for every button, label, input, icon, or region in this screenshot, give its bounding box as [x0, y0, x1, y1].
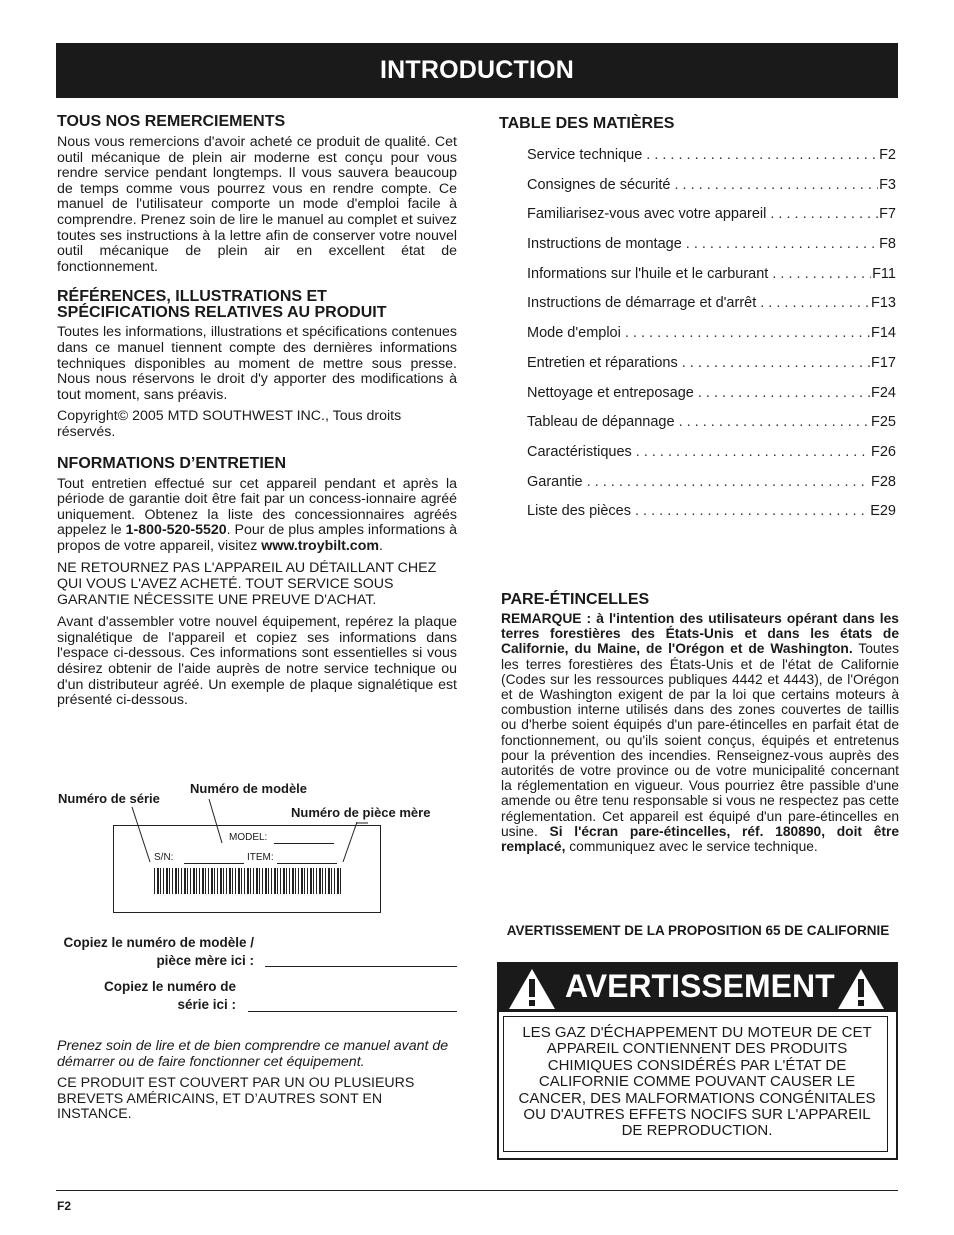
service-phone: 1-800-520-5520 — [125, 522, 227, 539]
warning-triangle-icon — [507, 967, 557, 1011]
toc-leader-dots — [679, 414, 870, 430]
toc-entry-title: Informations sur l'huile et le carburant — [527, 265, 769, 282]
toc-entry-title: Tableau de dépannage — [527, 414, 675, 431]
parent-part-number-label: Numéro de pièce mère — [291, 805, 431, 820]
toc-entry-title: Liste des pièces — [527, 503, 631, 520]
model-number-label: Numéro de modèle — [190, 781, 308, 796]
toc-leader-dots — [636, 444, 870, 460]
toc-entry-title: Caractéristiques — [527, 443, 632, 460]
toc-leader-dots — [772, 266, 871, 282]
spark-note-bold: REMARQUE : à l'intention des utilisateurs opérant dans les terres forestières des États-Unis et dans les états de Californie, du Maine, de l'Orégon et de Washington. — [501, 611, 899, 657]
toc-entry-page: F13 — [871, 295, 896, 312]
toc-heading: TABLE DES MATIÈRES — [499, 115, 675, 132]
toc-entry-title: Instructions de montage — [527, 236, 682, 253]
toc-entry[interactable] — [527, 503, 896, 533]
plate-model-field: MODEL: — [229, 832, 268, 843]
toc-entry-title: Entretien et réparations — [527, 354, 678, 371]
toc-entry-page: F25 — [871, 414, 896, 431]
toc-entry-page: F14 — [871, 325, 896, 342]
prop65-heading: AVERTISSEMENT DE LA PROPOSITION 65 DE CALIFORNIE — [506, 923, 890, 938]
toc-leader-dots — [682, 355, 870, 371]
model-number-write-line[interactable] — [265, 966, 457, 967]
plate-model-line — [274, 843, 334, 844]
serial-number-label: Numéro de série — [58, 791, 160, 806]
serial-number-write-line[interactable] — [248, 1011, 457, 1012]
references-heading: RÉFÉRENCES, ILLUSTRATIONS ET SPÉCIFICATIONS RELATIVES AU PRODUIT — [57, 288, 387, 322]
toc-entry-page: F28 — [871, 473, 896, 490]
toc-entry[interactable] — [527, 355, 896, 385]
toc-entry-title: Nettoyage et entreposage — [527, 384, 694, 401]
spark-note-body: Toutes les terres forestières des États-Unis et de l'état de Californie (Codes sur les ressources publiques 4442 et 4443), de l'Orégon et de Washington exigent de par la loi que certains moteurs à combustion interne utilisés dans des zones couvertes de taillis ou d'herbe soient équipés d'un pare-étincelles en parfait état de fonctionnement, ou qu'ils soient conçus, équipés et entretenus pour la prévention des incendies. Renseignez-vous auprès des autorités de votre province ou de votre municipalité concernant la réglementation en vigueur. Vous pourriez être passible d'une amende ou être tenu responsable si vous ne respectez pas cette réglementation. Cet appareil est équipé d'un pare-étincelles en usine. — [501, 641, 900, 839]
toc-entry-page: F26 — [871, 443, 896, 460]
serial-plate-illustration — [113, 825, 381, 913]
warning-body-frame — [503, 1016, 888, 1152]
toc-entry-page: F2 — [879, 147, 896, 163]
service-text-b: . Pour de plus amples informations à propos de votre appareil, visitez — [57, 522, 457, 554]
page-banner: INTRODUCTION — [56, 43, 898, 98]
toc-entry-title: Mode d'emploi — [527, 325, 621, 342]
toc-entry[interactable] — [527, 177, 896, 207]
toc-leader-dots — [625, 325, 870, 341]
read-manual-note: Prenez soin de lire et de bien comprendre ce manuel avant de démarrer ou de faire fonctionner cet équipement. — [57, 1038, 449, 1070]
toc-entry[interactable] — [527, 266, 896, 296]
toc-entry-page: F24 — [871, 384, 896, 401]
toc-entry[interactable] — [527, 474, 896, 504]
toc-entry-title: Garantie — [527, 473, 583, 490]
copy-serial-label: Copiez le numéro de série ici : — [103, 979, 236, 1012]
toc-entry-title: Familiarisez-vous avec votre appareil — [527, 206, 767, 223]
plate-item-field: ITEM: — [247, 852, 274, 863]
toc-entry-title: Service technique — [527, 147, 643, 163]
references-paragraph: Toutes les informations, illustrations et spécifications contenues dans ce manuel tiennent compte des dernières informations techniques disponibles au moment de mettre sous presse. Nous nous réservons le droit d'y apporter des modifications à tout moment, sans préavis. — [57, 324, 457, 403]
toc-entry[interactable] — [527, 325, 896, 355]
footer-rule — [56, 1190, 898, 1191]
toc-leader-dots — [674, 177, 878, 193]
toc-leader-dots — [686, 236, 878, 252]
toc-entry-page: E29 — [870, 503, 896, 520]
spark-arrester-section — [501, 590, 899, 854]
toc-leader-dots — [646, 147, 878, 163]
plate-intro-paragraph: Avant d'assembler votre nouvel équipement, repérez la plaque signalétique de l'appareil et copiez ses informations dans l'espace ci-dessous. Ces informations sont essentielles si vous désirez obtenir de l'aide auprès de notre service technique ou d'un distributeur agréé. Un exemple de plaque signalétique est présenté ci-dessous. — [57, 614, 457, 709]
barcode-icon — [154, 868, 342, 894]
return-notice: NE RETOURNEZ PAS L'APPAREIL AU DÉTAILLANT CHEZ QUI VOUS L'AVEZ ACHETÉ. TOUT SERVICE SOUS GARANTIE NÉCESSITE UNE PREUVE D'ACHAT. — [57, 560, 437, 608]
toc-entry[interactable] — [527, 206, 896, 236]
toc-entry[interactable] — [527, 236, 896, 266]
plate-sn-line — [184, 863, 244, 864]
toc-entry-page: F17 — [871, 354, 896, 371]
warning-header — [499, 964, 896, 1012]
warning-title: AVERTISSEMENT — [565, 968, 835, 1004]
toc-entry-page: F11 — [872, 265, 896, 282]
service-text-a: Tout entretien effectué sur cet appareil pendant et après la période de garantie doit être fait par un concess-ionnaire agréé uniquement. Obtenez la liste des concessionnaires agréés appelez le — [57, 475, 457, 539]
toc-entry-title: Consignes de sécurité — [527, 176, 671, 193]
plate-item-line — [277, 863, 337, 864]
spark-arrester-heading: PARE-ÉTINCELLES — [501, 591, 650, 608]
service-website[interactable]: www.troybilt.com — [261, 537, 379, 554]
warning-body-text: LES GAZ D'ÉCHAPPEMENT DU MOTEUR DE CET APPAREIL CONTIENNENT DES PRODUITS CHIMIQUES CONSIDÉRÉS PAR L'ÉTAT DE CALIFORNIE COMME POUVANT CAUSER LE CANCER, DES MALFORMATIONS CONGÉNITALES OU D'AUTRES EFFETS NOCIFS SUR L'APPAREIL DE REPRODUCTION. — [518, 1024, 876, 1140]
toc-entry[interactable] — [527, 414, 896, 444]
toc-entry-page: F3 — [879, 176, 896, 193]
toc-entry[interactable] — [527, 444, 896, 474]
spark-arrester-paragraph — [501, 611, 899, 854]
patent-note: CE PRODUIT EST COUVERT PAR UN OU PLUSIEURS BREVETS AMÉRICAINS, ET D’AUTRES SONT EN INSTANCE. — [57, 1075, 415, 1123]
toc-entry[interactable] — [527, 295, 896, 325]
copy-model-label: Copiez le numéro de modèle / pièce mère ici : — [63, 935, 254, 968]
toc-leader-dots — [635, 503, 869, 519]
toc-leader-dots — [698, 385, 870, 401]
warning-box — [497, 962, 898, 1160]
toc-entry-title: Instructions de démarrage et d'arrêt — [527, 295, 757, 312]
service-heading: NFORMATIONS D’ENTRETIEN — [57, 454, 287, 472]
page-number: F2 — [57, 1199, 72, 1213]
toc-leader-dots — [587, 474, 870, 490]
service-text-c: . — [378, 537, 383, 554]
copyright-text: Copyright© 2005 MTD SOUTHWEST INC., Tous droits réservés. — [57, 408, 402, 440]
warning-triangle-icon — [836, 967, 886, 1011]
spark-screen-bold: Si l'écran pare-étincelles, réf. 180890, doit être remplacé, — [501, 823, 900, 855]
toc-entry[interactable] — [527, 147, 896, 177]
plate-sn-field: S/N: — [154, 852, 174, 863]
toc-entry[interactable] — [527, 385, 896, 415]
thanks-paragraph: Nous vous remercions d'avoir acheté ce produit de qualité. Cet outil mécanique de plein air moderne est conçu pour vous rendre service pendant longtemps. Il vous sauvera beaucoup de temps comme vous pourrez vous en rendre compte. Ce manuel de l'utilisateur comporte un mode d'emploi facile à comprendre. Prenez soin de lire le manuel au complet et suivez toutes ses instructions à la lettre afin de conserver votre nouvel outil mécanique de plein air en excellent état de fonctionnement. — [57, 134, 457, 275]
spark-note-tail: communiquez avec le service technique. — [565, 839, 818, 855]
table-of-contents — [527, 147, 896, 533]
toc-leader-dots — [770, 206, 878, 222]
thanks-heading: TOUS NOS REMERCIEMENTS — [57, 113, 286, 130]
toc-entry-page: F7 — [879, 206, 896, 223]
toc-leader-dots — [760, 295, 870, 311]
toc-entry-page: F8 — [879, 236, 896, 253]
